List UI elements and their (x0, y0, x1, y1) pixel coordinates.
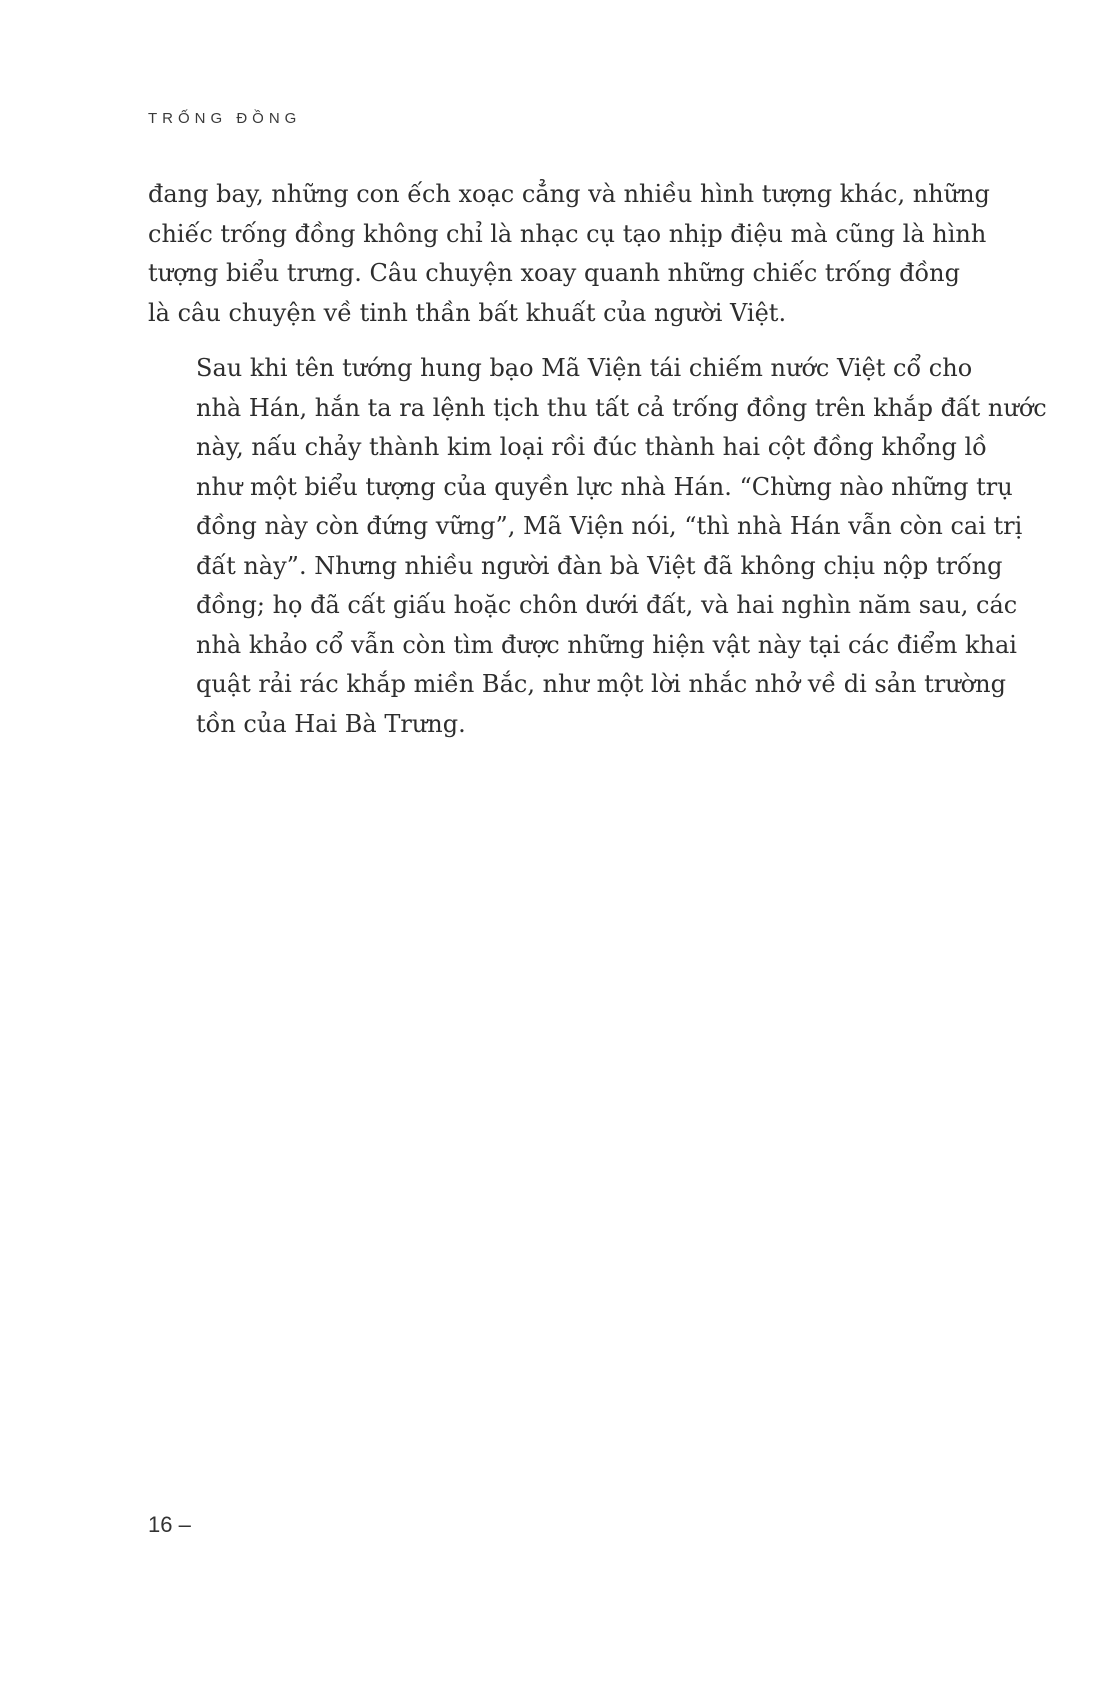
text-line: đồng này còn đứng vững”, Mã Viện nói, “thì nhà Hán vẫn còn cai trị (196, 512, 1023, 540)
text-line: tượng biểu trưng. Câu chuyện xoay quanh những chiếc trống đồng (148, 259, 961, 287)
text-line: quật rải rác khắp miền Bắc, như một lời nhắc nhở về di sản trường (196, 670, 1006, 698)
page-number: 16 – (148, 1512, 191, 1537)
text-line: đang bay, những con ếch xoạc cẳng và nhiều hình tượng khác, những (148, 180, 990, 208)
text-line: là câu chuyện về tinh thần bất khuất của người Việt. (148, 298, 787, 327)
text-line: chiếc trống đồng không chỉ là nhạc cụ tạo nhịp điệu mà cũng là hình (148, 219, 987, 248)
text-line: tồn của Hai Bà Trưng. (196, 709, 466, 738)
paragraph-2 (148, 349, 1047, 744)
text-line: đồng; họ đã cất giấu hoặc chôn dưới đất, và hai nghìn năm sau, các (196, 591, 1018, 619)
text-line: này, nấu chảy thành kim loại rồi đúc thành hai cột đồng khổng lồ (196, 433, 987, 461)
running-header: TRỐNG ĐỒNG (148, 110, 302, 127)
text-line: Sau khi tên tướng hung bạo Mã Viện tái chiếm nước Việt cổ cho (196, 354, 973, 382)
text-line: đất này”. Nhưng nhiều người đàn bà Việt đã không chịu nộp trống (196, 551, 1003, 580)
body-text (148, 175, 1047, 760)
paragraph-1 (148, 175, 990, 333)
text-line: nhà khảo cổ vẫn còn tìm được những hiện vật này tại các điểm khai (196, 630, 1017, 659)
text-line: như một biểu tượng của quyền lực nhà Hán. “Chừng nào những trụ (196, 472, 1013, 501)
text-line: nhà Hán, hắn ta ra lệnh tịch thu tất cả trống đồng trên khắp đất nước (196, 393, 1047, 422)
